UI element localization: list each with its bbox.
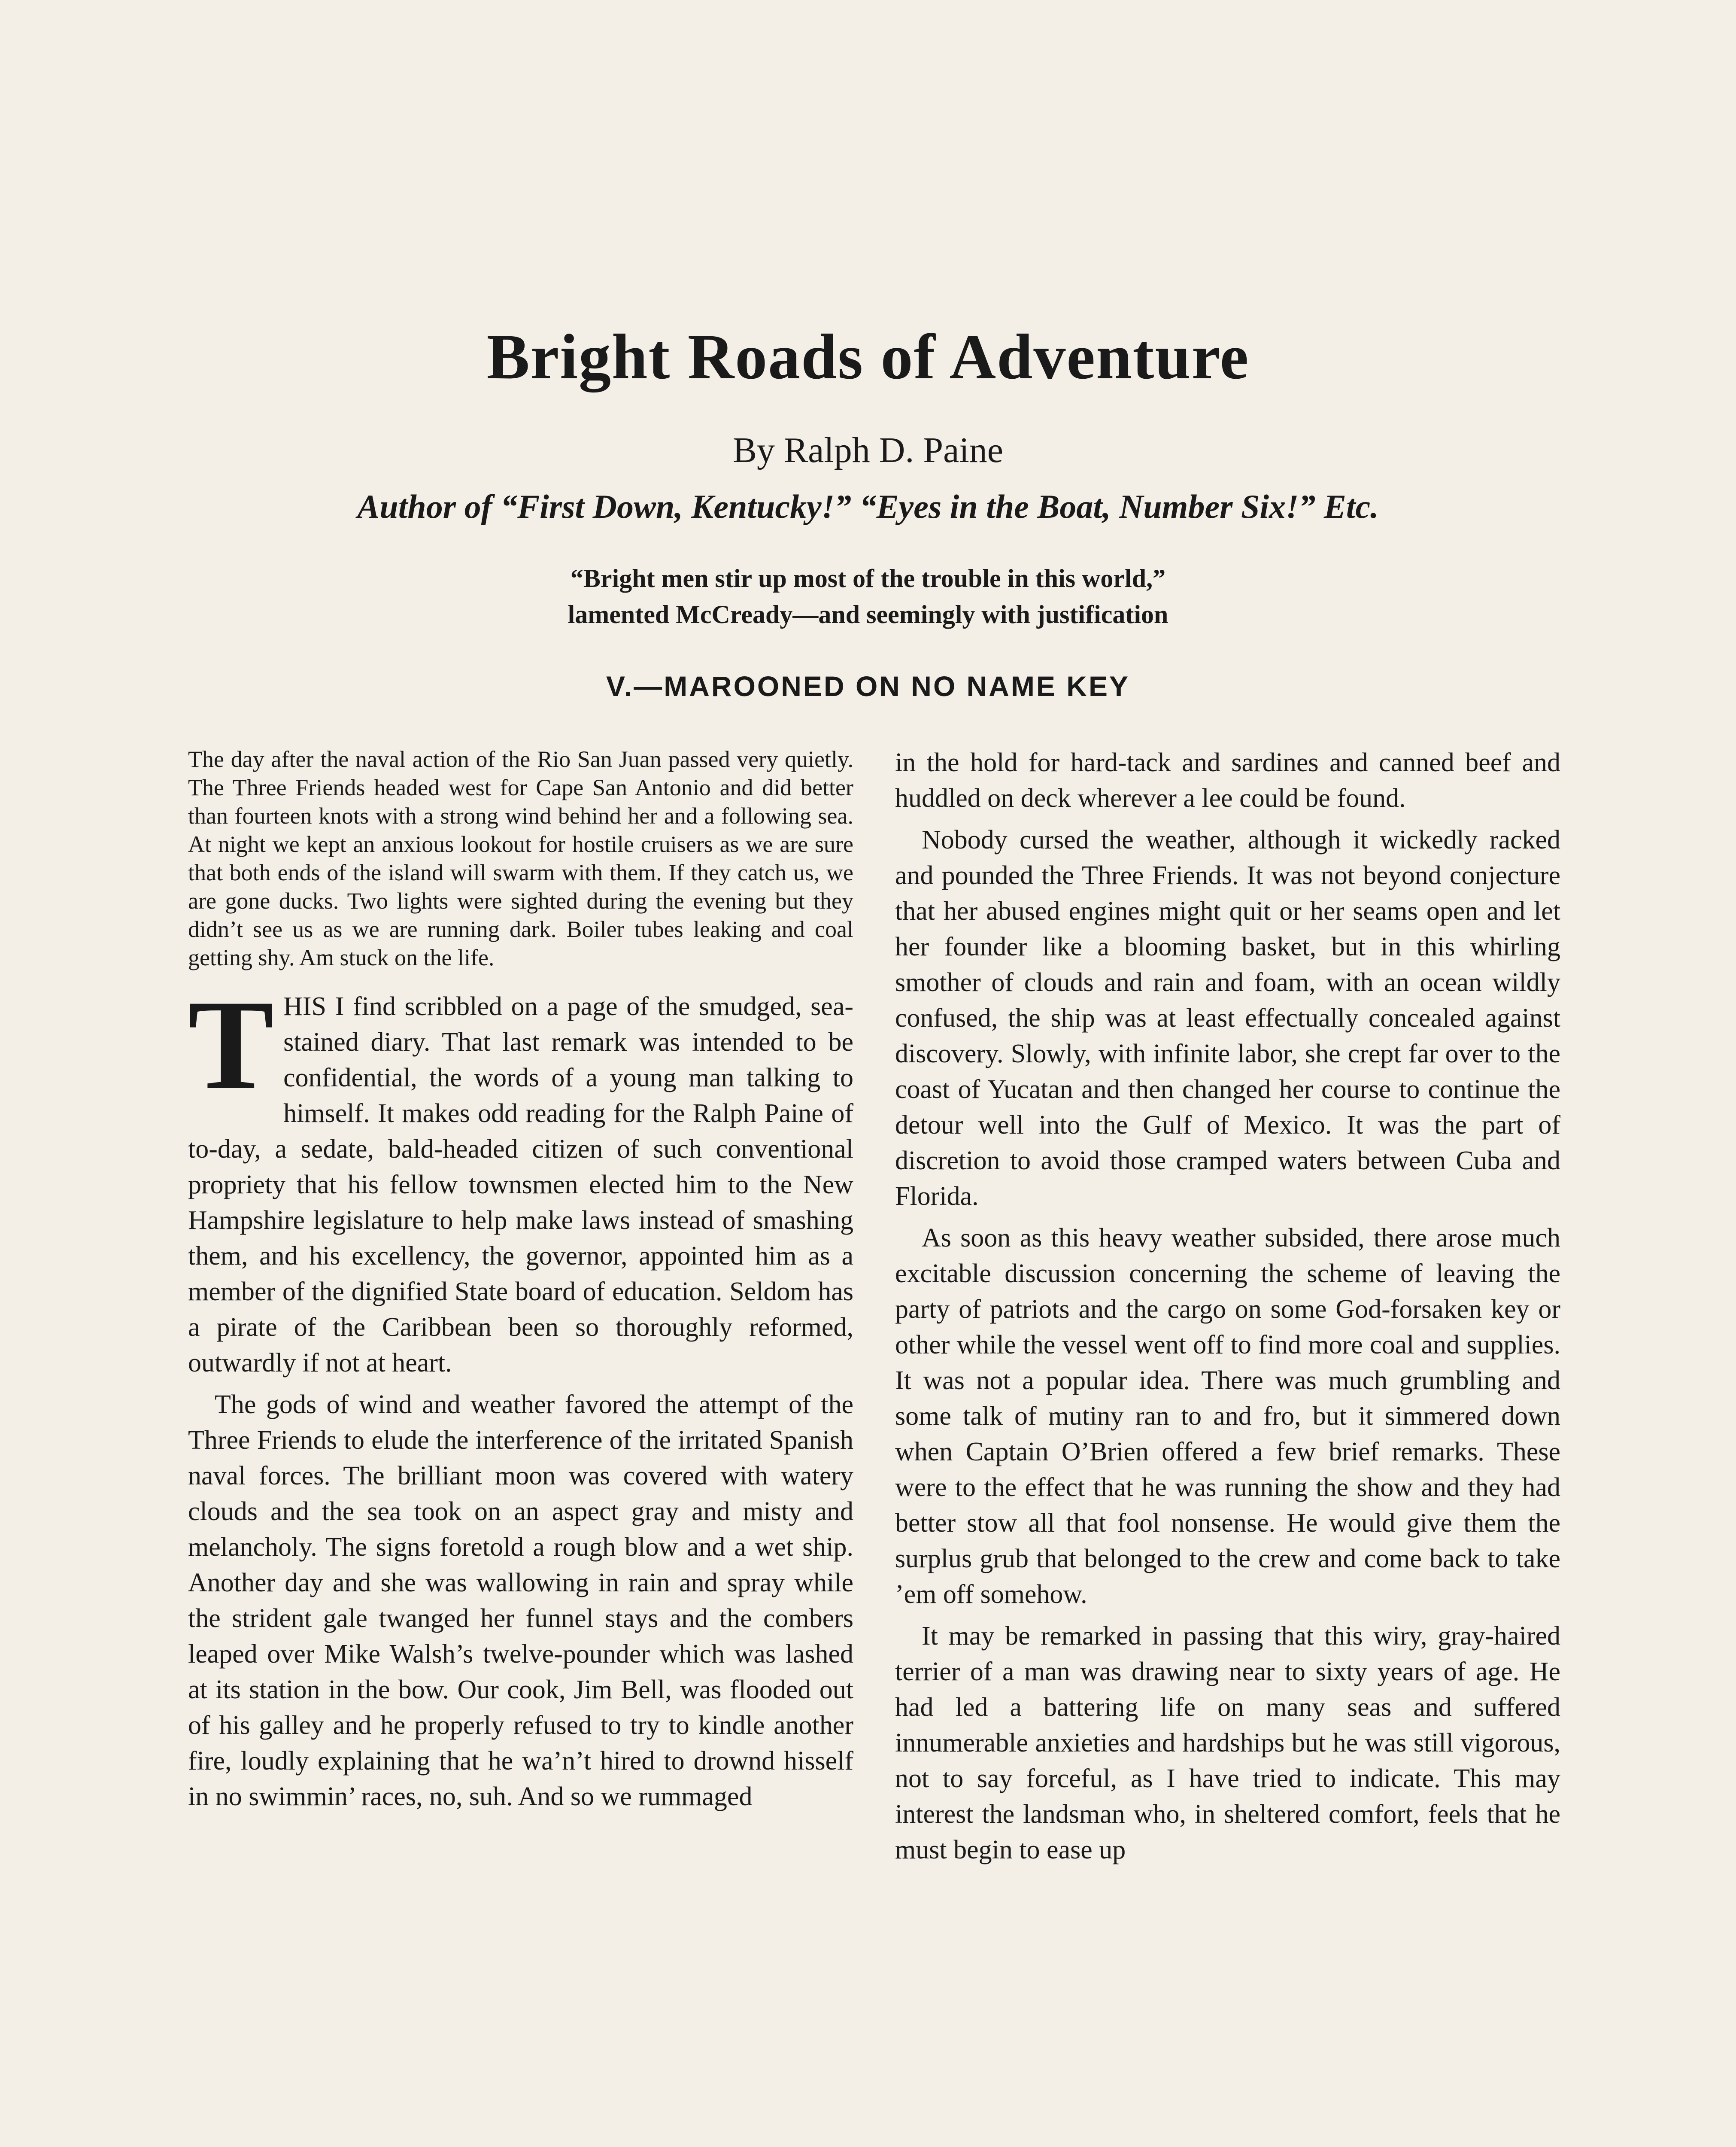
chapter-heading: V.—MAROONED ON NO NAME KEY xyxy=(606,670,1130,702)
byline: By Ralph D. Paine xyxy=(733,430,1003,470)
paragraph-text: HIS I find scribbled on a page of the smudged, sea-stained diary. That last remark was intended to be confidential, the words of a young man talking to himself. It makes odd reading for the Ralph Paine of to-day, a sedate, bald-headed citizen of such conventional propriety that his fellow townsmen elected him to the New Hampshire legislature to help make laws instead of smashing them, and his excellency, the governor, appointed him as a member of the dignified State board of education. Seldom has a pirate of the Caribbean been so thoroughly reformed, outwardly if not at heart. xyxy=(188,992,853,1378)
left-column xyxy=(188,745,853,2147)
paragraph: As soon as this heavy weather subsided, there arose much excitable discussion concerning the scheme of leaving the party of patriots and the cargo on some God-forsaken key or other while the vessel went off to find more coal and supplies. It was not a popular idea. There was much grumbling and some talk of mutiny ran to and fro, but it simmered down when Captain O’Brien offered a few brief remarks. These were to the effect that he was running the show and they had better stow all that fool nonsense. He would give them the surplus grub that belonged to the crew and come back to take ’em off somehow. xyxy=(895,1223,1560,1609)
right-column xyxy=(895,745,1560,2147)
author-credits: Author of “First Down, Kentucky!” “Eyes in the Boat, Number Six!” Etc. xyxy=(357,488,1379,525)
paragraph: It may be remarked in passing that this wiry, gray-haired terrier of a man was drawing near to sixty years of age. He had led a battering life on many seas and suffered innumerable anxieties and hardships but he was still vigorous, not to say forceful, as I have tried to indicate. This may interest the landsman who, in sheltered comfort, feels that he must begin to ease up xyxy=(895,1621,1560,1864)
paragraph: The gods of wind and weather favored the attempt of the Three Friends to elude the interference of the irritated Spanish naval forces. The brilliant moon was covered with watery clouds and the sea took on an aspect gray and misty and melancholy. The signs foretold a rough blow and a wet ship. Another day and she was wallowing in rain and spray while the strident gale twanged her funnel stays and the combers leaped over Mike Walsh’s twelve-pounder which was lashed at its station in the bow. Our cook, Jim Bell, was flooded out of his galley and he properly refused to try to kindle another fire, loudly explaining that he wa’n’t hired to drownd hisself in no swimmin’ races, no, suh. And so we rummaged xyxy=(188,1390,853,1811)
epigraph-line-1: “Bright men stir up most of the trouble in this world,” xyxy=(570,564,1166,593)
epigraph-line-2: lamented McCready—and seemingly with justification xyxy=(568,600,1168,629)
story-title: Bright Roads of Adventure xyxy=(486,321,1250,392)
diary-excerpt: The day after the naval action of the Rio San Juan passed very quietly. The Three Friends headed west for Cape San Antonio and did better than fourteen knots with a strong wind behind her and a following sea. At night we kept an anxious lookout for hostile cruisers as we are sure that both ends of the island will swarm with them. If they catch us, we are gone ducks. Two lights were sighted during the evening but they didn’t see us as we are running dark. Boiler tubes leaking and coal getting shy. Am stuck on the life. xyxy=(188,746,853,970)
paragraph: in the hold for hard-tack and sardines and canned beef and huddled on deck wherever a lee could be found. xyxy=(895,748,1560,813)
paragraph xyxy=(188,973,853,1381)
epigraph xyxy=(0,560,1736,633)
drop-cap: T xyxy=(188,973,274,1116)
paragraph: Nobody cursed the weather, although it wickedly racked and pounded the Three Friends. It was not beyond conjecture that her abused engines might quit or her seams open and let her founder like a blooming basket, but in this whirling smother of clouds and rain and foam, with an ocean wildly confused, the ship was at least effectually concealed against discovery. Slowly, with infinite labor, she crept far over to the coast of Yucatan and then changed her course to continue the detour well into the Gulf of Mexico. It was the part of discretion to avoid those cramped waters between Cuba and Florida. xyxy=(895,825,1560,1211)
